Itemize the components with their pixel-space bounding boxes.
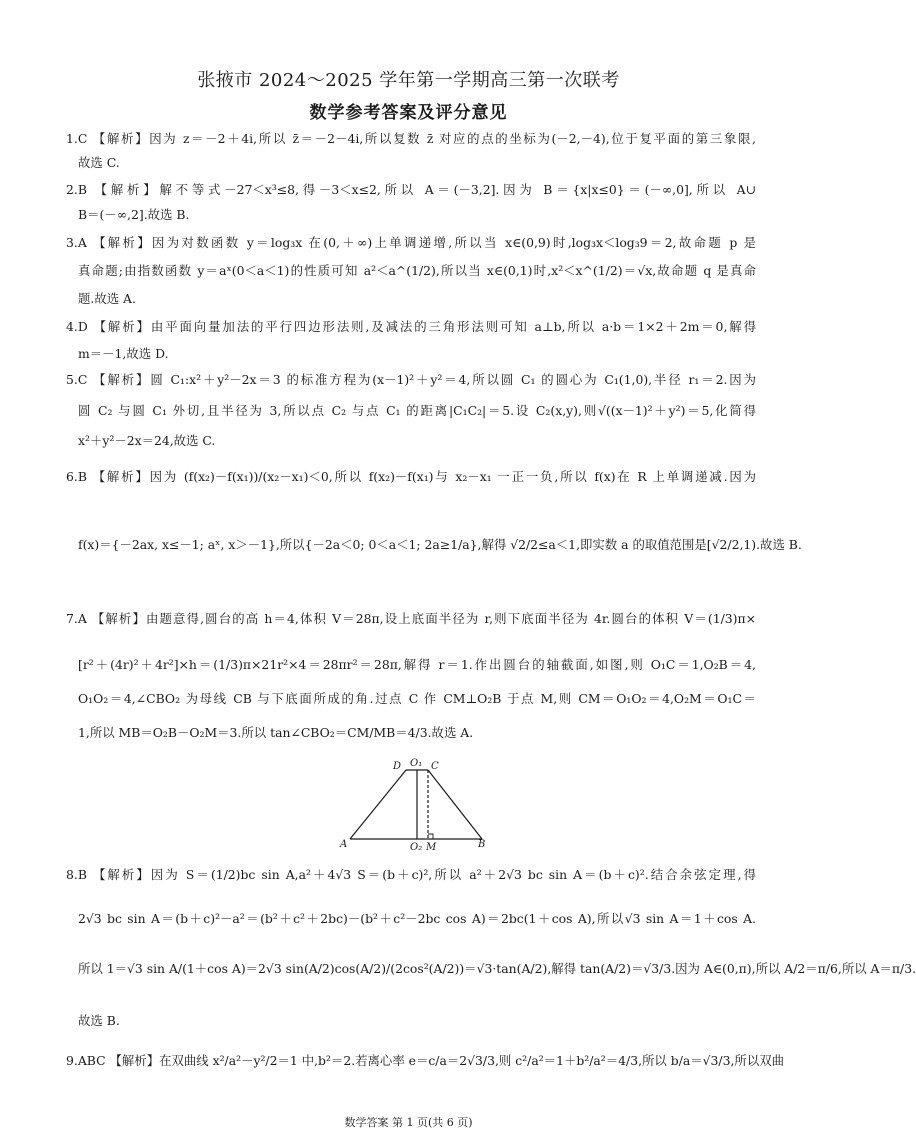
text-line: f(x)＝{－2ax, x≤－1; aˣ, x＞－1},所以{－2a＜0; 0＜a＜1; 2a≥1/a},解得 √2/2≤a＜1,即实数 a 的取值范围是[√2/2,1).故选 B.: [78, 537, 802, 552]
figure-label: B: [478, 839, 486, 850]
text-line: O₁O₂＝4,∠CBO₂ 为母线 CB 与下底面所成的角.过点 C 作 CM⊥O₂B 于点 M,则 CM＝O₁O₂＝4,O₂M＝O₁C＝: [78, 691, 756, 706]
text-line: 所以 1＝√3 sin A/(1＋cos A)＝2√3 sin(A/2)cos(A/2)/(2cos²(A/2))＝√3·tan(A/2),解得 tan(A/2)＝√3/3.因为 A∈(0,π),所以 A/2＝π/6,所以 A＝π/3.: [78, 961, 916, 976]
text-line: 6.B 【解析】因为 (f(x₂)－f(x₁))/(x₂－x₁)＜0,所以 f(x₂)－f(x₁)与 x₂－x₁ 一正一负,所以 f(x)在 R 上单调递减.因为: [66, 469, 756, 484]
text-line: 题.故选 A.: [78, 291, 136, 306]
figure-label: O₁: [410, 758, 423, 769]
figure-label: O₂: [410, 842, 423, 853]
text-line: 圆 C₂ 与圆 C₁ 外切,且半径为 3,所以点 C₂ 与点 C₁ 的距离|C₁C₂|＝5.设 C₂(x,y),则√((x－1)²＋y²)＝5,化简得: [78, 403, 756, 418]
text-line: 1,所以 MB＝O₂B－O₂M＝3.所以 tan∠CBO₂＝CM/MB＝4/3.故选 A.: [78, 725, 474, 740]
text-line: 8.B 【解析】因为 S＝(1/2)bc sin A,a²＋4√3 S＝(b＋c)²,所以 a²＋2√3 bc sin A＝(b＋c)².结合余弦定理,得: [66, 867, 756, 882]
text-line: 真命题;由指数函数 y＝aˣ(0＜a＜1)的性质可知 a²＜a^(1/2),所以当 x∈(0,1)时,x²＜x^(1/2)＝√x,故命题 q 是真命: [78, 263, 756, 278]
text-line: 2√3 bc sin A＝(b＋c)²－a²＝(b²＋c²＋2bc)－(b²＋c²－2bc cos A)＝2bc(1＋cos A),所以√3 sin A＝1＋cos A.: [78, 911, 756, 926]
text-line: 4.D 【解析】由平面向量加法的平行四边形法则,及减法的三角形法则可知 a⊥b,所以 a·b＝1×2＋2m＝0,解得: [66, 319, 756, 334]
page-footer: 数学答案 第 1 页(共 6 页): [344, 1116, 473, 1129]
figure-label: A: [340, 839, 348, 850]
text-line: 2.B 【解析】解不等式－27＜x³≤8,得－3＜x≤2,所以 A＝(－3,2].因为 B＝{x|x≤0}＝(－∞,0],所以 A∪: [66, 182, 756, 197]
text-line: 3.A 【解析】因为对数函数 y＝log₃x 在(0,＋∞)上单调递增,所以当 x∈(0,9)时,log₃x＜log₃9＝2,故命题 p 是: [66, 235, 756, 250]
figure-label: M: [426, 842, 437, 853]
text-line: [r²＋(4r)²＋4r²]×h＝(1/3)π×21r²×4＝28πr²＝28π,解得 r＝1.作出圆台的轴截面,如图,则 O₁C＝1,O₂B＝4,: [78, 657, 756, 672]
figure-label: D: [393, 761, 402, 772]
text-line: 7.A 【解析】由题意得,圆台的高 h＝4,体积 V＝28π,设上底面半径为 r,则下底面半径为 4r.圆台的体积 V＝(1/3)π×: [66, 611, 756, 626]
page-subtitle: 数学参考答案及评分意见: [309, 103, 508, 123]
page-title: 张掖市 2024～2025 学年第一学期高三第一次联考: [197, 70, 620, 91]
figure-label: C: [431, 761, 439, 772]
text-line: m＝－1,故选 D.: [78, 346, 169, 361]
text-line: 5.C 【解析】圆 C₁:x²＋y²－2x＝3 的标准方程为(x－1)²＋y²＝4,所以圆 C₁ 的圆心为 C₁(1,0),半径 r₁＝2.因为: [66, 372, 756, 387]
text-line: x²＋y²－2x＝24,故选 C.: [78, 433, 216, 448]
text-line: 故选 B.: [78, 1013, 120, 1028]
text-line: B＝(－∞,2].故选 B.: [78, 207, 190, 222]
text-line: 9.ABC 【解析】在双曲线 x²/a²－y²/2＝1 中,b²＝2.若离心率 e＝c/a＝2√3/3,则 c²/a²＝1＋b²/a²＝4/3,所以 b/a＝√3/3,所以双曲: [66, 1053, 784, 1068]
text-line: 故选 C.: [78, 155, 120, 170]
frustum-cross-section-figure: [330, 756, 500, 851]
text-line: 1.C 【解析】因为 z＝－2＋4i,所以 z̄＝－2－4i,所以复数 z̄ 对应的点的坐标为(－2,－4),位于复平面的第三象限,: [66, 131, 756, 146]
